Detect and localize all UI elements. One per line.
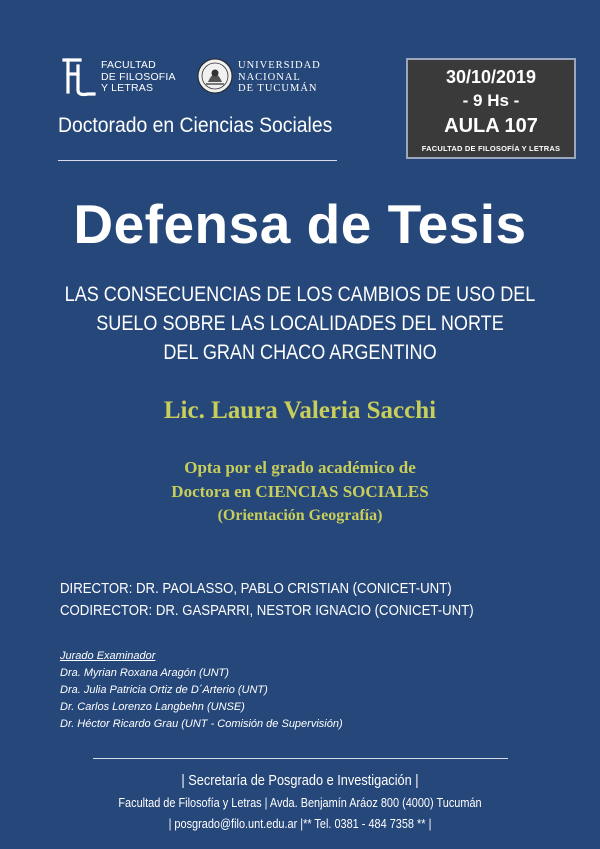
- director: DIRECTOR: DR. PAOLASSO, PABLO CRISTIAN (CONICET-UNT): [60, 580, 452, 597]
- footer-contact: | posgrado@filo.unt.edu.ar |** Tel. 0381 - 484 7358 ** |: [168, 816, 432, 831]
- author-name: Lic. Laura Valeria Sacchi: [163, 397, 437, 424]
- page-title: Defensa de Tesis: [73, 193, 527, 255]
- footer-address: Facultad de Filosofía y Letras | Avda. Benjamín Aráoz 800 (4000) Tucumán: [118, 795, 482, 810]
- thesis-title-line: LAS CONSECUENCIAS DE LOS CAMBIOS DE USO DEL: [64, 283, 536, 306]
- jury-member: Dra. Myrian Roxana Aragón (UNT): [60, 667, 229, 679]
- jury-member: Dr. Carlos Lorenzo Langbehn (UNSE): [60, 701, 245, 713]
- university-seal-icon: [196, 56, 234, 96]
- thesis-title-line: DEL GRAN CHACO ARGENTINO: [163, 341, 437, 364]
- jury-block: [60, 648, 343, 733]
- jury-heading: Jurado Examinador: [60, 650, 156, 662]
- degree-info: [0, 456, 600, 528]
- footer-divider: [93, 758, 508, 759]
- event-info-box: [406, 58, 576, 159]
- jury-member: Dra. Julia Patricia Ortiz de D´Arterio (UNT): [60, 684, 268, 696]
- program-divider: [58, 160, 337, 161]
- directors-block: [60, 578, 474, 622]
- program-name: Doctorado en Ciencias Sociales: [58, 113, 333, 137]
- faculty-logo-text: FACULTAD DE FILOSOFIA Y LETRAS: [101, 59, 176, 94]
- codirector: CODIRECTOR: DR. GASPARRI, NESTOR IGNACIO (CONICET-UNT): [60, 602, 474, 619]
- event-room: AULA 107: [444, 115, 538, 137]
- event-date: 30/10/2019: [445, 67, 537, 87]
- university-logo-text: UNIVERSIDAD NACIONAL DE TUCUMÁN: [238, 60, 321, 94]
- footer: [0, 770, 600, 834]
- thesis-title: [59, 280, 541, 367]
- faculty-logo-icon: [58, 56, 98, 98]
- jury-member: Dr. Héctor Ricardo Grau (UNT - Comisión de Supervisión): [60, 718, 343, 730]
- degree-line: Doctora en CIENCIAS SOCIALES: [171, 482, 429, 501]
- event-venue: FACULTAD DE FILOSOFÍA Y LETRAS: [421, 144, 561, 153]
- footer-secretariat: | Secretaría de Posgrado e Investigación |: [181, 773, 419, 789]
- degree-line: Opta por el grado académico de: [184, 458, 416, 477]
- thesis-title-line: SUELO SOBRE LAS LOCALIDADES DEL NORTE: [96, 312, 504, 335]
- event-time: - 9 Hs -: [462, 91, 520, 110]
- degree-orientation: (Orientación Geografía): [217, 507, 383, 524]
